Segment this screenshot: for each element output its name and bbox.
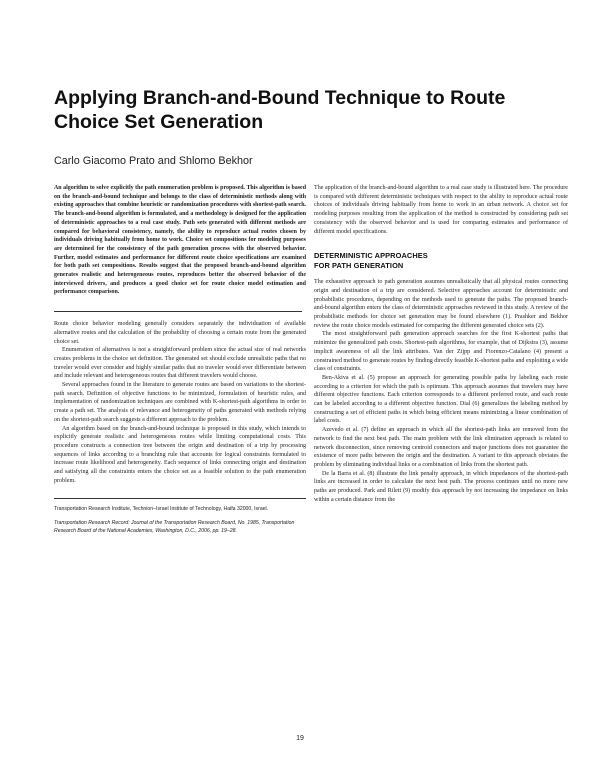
section-heading-line: FOR PATH GENERATION [314, 261, 404, 271]
body-paragraph: De la Barra et al. (8) illustrate the link penalty approach, in which impedances of the shortest-path links are increased in order to calculate the next best path. The process continues until no more new paths are produced. Park and Rilett (9) modify this approach by not increasing the impedance on links within a certain distance from the [314, 470, 568, 503]
body-paragraph: The exhaustive approach to path generation assumes unrealistically that all physical routes connecting origin and destination of a trip are considered. Selective approaches account for deterministic and probabilistic procedures, depending on the methods used to generate the paths. The proposed branch-and-bound algorithm enters the class of deterministic approaches reviewed in this study. A review of the probabilistic methods for choice set generation may be found elsewhere (1). Prashker and Bekhor review the route choice models estimated for comparing the different generated choice sets (2). [314, 279, 568, 329]
section-heading [314, 251, 568, 271]
abstract-block [54, 184, 306, 297]
section-heading-line: DETERMINISTIC APPROACHES [314, 251, 428, 261]
body-paragraph: The application of the branch-and-bound algorithm to a real case study is illustrated here. The procedure is compared with different deterministic techniques with respect to the ability to reproduce actual route choices of individuals driving habitually from home to work in an urban network. A choice set for modeling purposes resulting from the application of the method is constructed by considering path set consistency with the observed behavior and is used for comparing estimates and performance of different model specifications. [314, 185, 568, 235]
body-paragraph: Several approaches found in the literature to generate routes are based on variations to the shortest-path search. Definition of objective functions to be minimized, formulation of heuristic rules, and implementation of randomization techniques are combined with K-shortest-path algorithms in order to create a path set. The analysis of relevance and heterogeneity of paths generated with methods relying on the shortest-path search suggests a different approach to the problem. [54, 382, 306, 423]
right-column [314, 184, 568, 505]
page-number: 19 [296, 735, 304, 742]
citation-footnote: Transportation Research Record: Journal of the Transportation Research Board, No. 1985, Transportation Research Board of the National Academies, Washington, D.C., 2006, pp. 19–28. [54, 519, 295, 534]
author-line: Carlo Giacomo Prato and Shlomo Bekhor [54, 155, 253, 167]
body-paragraph: Route choice behavior modeling generally considers separately the individuation of available alternative routes and the calculation of the probability of choosing a certain route from the generated choice set. [54, 321, 306, 345]
footnote-divider [54, 498, 306, 499]
body-paragraph: Azevedo et al. (7) define an approach in which all the shortest-path links are removed from the network to find the next best path. The main problem with the link elimination approach is related to network disconnection, since removing centroid connectors and major junctions does not guarantee the existence of more paths between the origin and the destination. A variant to this approach obviates the problem by eliminating individual links or a combination of links from the shortest path. [314, 427, 568, 468]
abstract-divider [54, 311, 302, 312]
author-affiliation: Transportation Research Institute, Technion–Israel Institute of Technology, Haifa 32000, Israel. [54, 505, 269, 512]
body-paragraph: Enumeration of alternatives is not a straightforward problem since the actual size of real networks creates problems in the choice set definition. The generated set should exclude unrealistic paths that no traveler would ever consider and highly similar paths that no traveler would ever differentiate between and include relevant and heterogeneous routes that different travelers would choose. [54, 347, 306, 380]
abstract-text: An algorithm to solve explicitly the path enumeration problem is proposed. This algorithm is based on the branch-and-bound technique and belongs to the class of deterministic methods along with existing approaches that combine heuristic or randomization procedures with shortest-path search. The branch-and-bound algorithm is formulated, and a methodology is designed for the application of deterministic approaches to a real case study. Path sets generated with different methods are compared for behavioral consistency, namely, the ability to reproduce actual routes chosen by individuals driving habitually from home to work. Choice set compositions for modeling purposes are determined for the consistency of the path generation process with the observed behavior. Further, model estimates and performance for different route choice specifications are examined for both path set compositions. Results suggest that the proposed branch-and-bound algorithm generates realistic and heterogeneous routes, reproduces better the observed behavior of the interviewed drivers, and produces a good choice set for route choice model estimation and performance comparison. [54, 185, 306, 296]
body-paragraph: The most straightforward path generation approach searches for the first K-shortest paths that minimize the generalized path costs. Shortest-path algorithms, for example, that of Dijkstra (3), assume implicit awareness of all the link attributes. Van der Zijpp and Fiorenzo-Catalano (4) present a constrained method to generate routes by finding directly feasible K-shortest paths and exploiting a wide class of constraints. [314, 331, 568, 373]
left-column [54, 184, 306, 535]
paper-title: Applying Branch-and-Bound Technique to Route Choice Set Generation [54, 87, 506, 133]
body-paragraph: An algorithm based on the branch-and-bound technique is proposed in this study, which intends to explicitly generate realistic and heterogeneous routes while limiting computational costs. This procedure constructs a connection tree between the origin and destination of a trip by processing sequences of links according to a branching rule that accounts for logical constraints formulated to increase route likelihood and heterogeneity. Each sequence of links connecting origin and destination and satisfying all the constraints enters the choice set as a feasible solution to the path enumeration problem. [54, 425, 306, 484]
body-paragraph: Ben-Akiva et al. (5) propose an approach for generating possible paths by labeling each route according to a criterion for which the path is optimum. This approach assumes that travelers may have different objective functions. Each criterion corresponds to a different preferred route, and each route can be labeled according to a different objective function. Dial (6) generalizes the labeling method by constructing a set of efficient paths in which being efficient means minimizing a linear combination of label costs. [314, 374, 568, 425]
